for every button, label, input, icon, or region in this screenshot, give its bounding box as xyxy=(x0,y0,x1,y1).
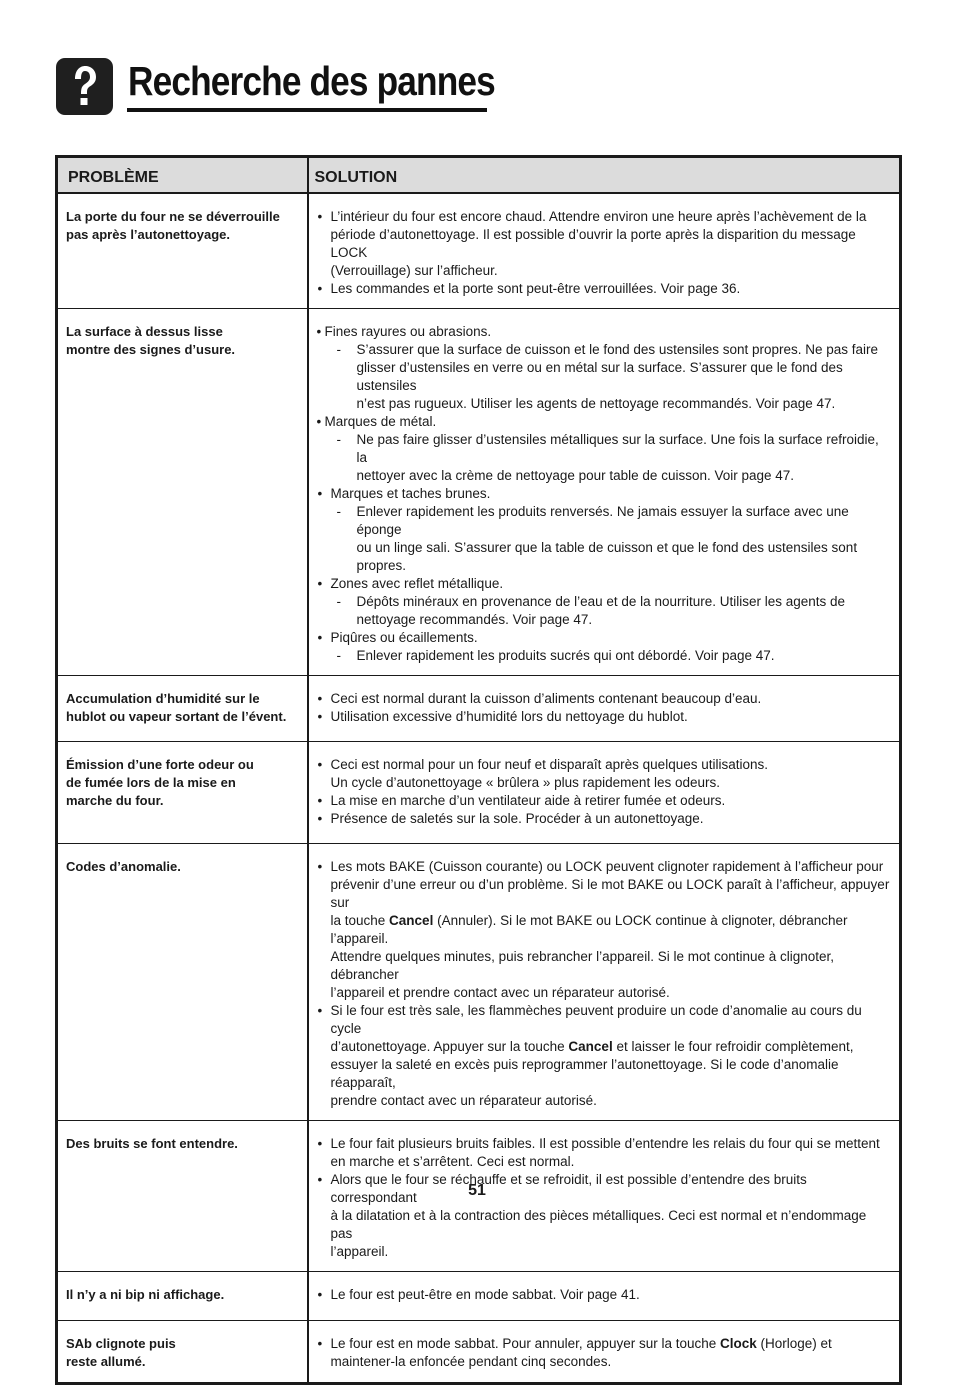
table-row xyxy=(57,193,901,309)
solution-text xyxy=(325,413,892,431)
problem-text: La porte du four ne se déverrouille xyxy=(66,208,280,224)
question-mark-icon xyxy=(56,58,113,115)
solution-text xyxy=(331,690,892,708)
solution-line: Dépôts minéraux en provenance de l’eau et de la nourriture. Utiliser les agents de xyxy=(356,593,846,609)
solution-line-text: et laisser le four refroidir complètement, xyxy=(612,1038,854,1054)
solution-line-text: (Horloge) et xyxy=(756,1335,832,1351)
solution-line: L’intérieur du four est encore chaud. Attendre environ une heure après l’achèvement de la xyxy=(330,208,867,224)
bullet-marker: • xyxy=(317,629,323,645)
problem-cell xyxy=(57,1271,308,1320)
title-underline xyxy=(127,108,487,112)
problem-text: Des bruits se font entendre. xyxy=(66,1135,238,1151)
dash-marker: - xyxy=(336,647,341,663)
bullet-marker: • xyxy=(317,485,323,501)
solution-text xyxy=(331,575,892,593)
problem-column-header: PROBLÈME xyxy=(57,157,308,193)
page-number: 51 xyxy=(468,1182,486,1199)
problem-cell xyxy=(57,193,308,309)
solution-line xyxy=(331,912,892,948)
solution-text xyxy=(331,208,892,280)
bullet-item xyxy=(317,1286,892,1304)
bullet-marker: • xyxy=(316,323,322,339)
solution-text xyxy=(351,503,892,575)
solution-text xyxy=(351,647,892,665)
solution-line: glisser d’ustensiles en verre ou en métal sur la surface. S’assurer que le fond des ustensiles xyxy=(356,359,843,393)
problem-text: Accumulation d’humidité sur le xyxy=(66,690,260,706)
problem-text: La surface à dessus lisse xyxy=(66,323,223,339)
bullet-marker: • xyxy=(317,1171,323,1187)
problem-cell xyxy=(57,308,308,675)
bullet-item xyxy=(317,1002,892,1110)
problem-text: de fumée lors de la mise en xyxy=(66,774,236,790)
solution-text xyxy=(331,792,892,810)
solution-line: prévenir d’une erreur ou d’un problème. Si le mot BAKE ou LOCK paraît à l’afficheur, appuyer sur xyxy=(330,876,890,910)
bullet-item xyxy=(317,413,892,431)
sub-item xyxy=(317,431,892,485)
solution-line xyxy=(331,1335,892,1353)
problem-text: hublot ou vapeur sortant de l’évent. xyxy=(66,708,287,724)
solution-line-text: la touche xyxy=(330,912,390,928)
solution-text xyxy=(351,431,892,485)
dash-marker: - xyxy=(336,431,341,447)
solution-line: Attendre quelques minutes, puis rebrancher l’appareil. Si le mot continue à clignoter, débrancher xyxy=(330,948,835,982)
solution-cell xyxy=(308,193,901,309)
bullet-item xyxy=(317,629,892,647)
solution-line: Zones avec reflet métallique. xyxy=(330,575,504,591)
problem-text: montre des signes d’usure. xyxy=(66,341,236,357)
solution-line-text: d’autonettoyage. Appuyer sur la touche xyxy=(330,1038,569,1054)
solution-line: nettoyer avec la crème de nettoyage pour table de cuisson. Voir page 47. xyxy=(356,467,795,483)
solution-text xyxy=(351,593,892,629)
solution-text xyxy=(351,341,892,413)
table-body xyxy=(57,193,901,1384)
key-name: Cancel xyxy=(389,912,434,928)
problem-text: Il n’y a ni bip ni affichage. xyxy=(66,1286,225,1302)
troubleshooting-table xyxy=(55,155,902,1385)
dash-marker: - xyxy=(336,503,341,519)
solution-text xyxy=(331,858,892,1002)
bullet-item xyxy=(317,810,892,828)
bullet-item xyxy=(317,323,892,341)
bullet-item xyxy=(317,708,892,726)
problem-text: pas après l’autonettoyage. xyxy=(66,226,230,242)
solution-text xyxy=(331,1135,892,1171)
solution-text xyxy=(331,485,892,503)
solution-line: ou un linge sali. S’assurer que la table de cuisson et que le fond des ustensiles sont propres. xyxy=(356,539,858,573)
dash-marker: - xyxy=(336,341,341,357)
solution-text xyxy=(331,1335,892,1371)
problem-text: SAb clignote puis xyxy=(66,1335,176,1351)
solution-text xyxy=(331,756,892,792)
table-row xyxy=(57,1320,901,1383)
bullet-item xyxy=(317,1135,892,1171)
table-header-row xyxy=(57,157,901,193)
solution-cell xyxy=(308,1320,901,1383)
problem-cell xyxy=(57,741,308,843)
solution-line: maintener-la enfoncée pendant cinq secondes. xyxy=(330,1353,612,1369)
sub-item xyxy=(317,503,892,575)
bullet-item xyxy=(317,858,892,1002)
solution-line: l’appareil et prendre contact avec un réparateur autorisé. xyxy=(330,984,670,1000)
solution-line-text: (Annuler). Si le mot BAKE ou LOCK continue à clignoter, débrancher l’appareil. xyxy=(330,912,848,946)
bullet-item xyxy=(317,792,892,810)
solution-line: Marques de métal. xyxy=(324,413,437,429)
solution-cell xyxy=(308,308,901,675)
solution-line: Utilisation excessive d’humidité lors du nettoyage du hublot. xyxy=(330,708,688,724)
solution-line: nettoyage recommandés. Voir page 47. xyxy=(356,611,593,627)
bullet-marker: • xyxy=(317,1335,323,1351)
problem-text: marche du four. xyxy=(66,792,164,808)
solution-text xyxy=(331,708,892,726)
solution-line: Les mots BAKE (Cuisson courante) ou LOCK peuvent clignoter rapidement à l’afficheur pour xyxy=(330,858,884,874)
solution-line: période d’autonettoyage. Il est possible d’ouvrir la porte après la disparition du message LOCK xyxy=(330,226,856,260)
solution-line: en marche et s’arrêtent. Ceci est normal. xyxy=(330,1153,575,1169)
bullet-marker: • xyxy=(316,413,322,429)
table-row xyxy=(57,1271,901,1320)
bullet-item xyxy=(317,575,892,593)
bullet-item xyxy=(317,280,892,298)
table-row xyxy=(57,741,901,843)
problem-text: reste allumé. xyxy=(66,1353,146,1369)
solution-cell xyxy=(308,675,901,741)
sub-item xyxy=(317,647,892,665)
solution-line: essuyer la saleté en excès puis reprogrammer l’autonettoyage. Si le code d’anomalie réapparaît, xyxy=(330,1056,839,1090)
bullet-item xyxy=(317,756,892,792)
bullet-marker: • xyxy=(317,1002,323,1018)
solution-line: Enlever rapidement les produits sucrés qui ont débordé. Voir page 47. xyxy=(356,647,775,663)
page-title: Recherche des pannes xyxy=(128,58,495,104)
bullet-item xyxy=(317,690,892,708)
dash-marker: - xyxy=(336,593,341,609)
solution-text xyxy=(331,1002,892,1110)
solution-line: Fines rayures ou abrasions. xyxy=(324,323,492,339)
solution-line: Présence de saletés sur la sole. Procéder à un autonettoyage. xyxy=(330,810,704,826)
solution-line: Les commandes et la porte sont peut-être verrouillées. Voir page 36. xyxy=(330,280,741,296)
bullet-marker: • xyxy=(317,756,323,772)
solution-line: Si le four est très sale, les flammèches peuvent produire un code d’anomalie au cours du cycle xyxy=(330,1002,862,1036)
bullet-marker: • xyxy=(317,858,323,874)
bullet-item xyxy=(317,208,892,280)
solution-line: Le four est peut-être en mode sabbat. Voir page 41. xyxy=(330,1286,640,1302)
solution-line: Alors que le four se réchauffe et se refroidit, il est possible d’entendre des bruits correspondant xyxy=(330,1171,807,1205)
solution-cell xyxy=(308,741,901,843)
solution-line: Marques et taches brunes. xyxy=(330,485,491,501)
solution-line: prendre contact avec un réparateur autorisé. xyxy=(330,1092,597,1108)
problem-cell xyxy=(57,1320,308,1383)
solution-line: S’assurer que la surface de cuisson et le fond des ustensiles sont propres. Ne pas faire xyxy=(356,341,879,357)
solution-line: Enlever rapidement les produits renversés. Ne jamais essuyer la surface avec une éponge xyxy=(356,503,849,537)
solution-line: Un cycle d’autonettoyage « brûlera » plus rapidement les odeurs. xyxy=(330,774,720,790)
solution-line xyxy=(331,1038,892,1056)
bullet-marker: • xyxy=(317,708,323,724)
solution-line: La mise en marche d’un ventilateur aide à retirer fumée et odeurs. xyxy=(330,792,726,808)
solution-line-text: Le four est en mode sabbat. Pour annuler, appuyer sur la touche xyxy=(330,1335,721,1351)
solution-text xyxy=(331,810,892,828)
solution-text xyxy=(331,629,892,647)
solution-line: Ceci est normal pour un four neuf et disparaît après quelques utilisations. xyxy=(330,756,768,772)
solution-line: n’est pas rugueux. Utiliser les agents de nettoyage recommandés. Voir page 47. xyxy=(356,395,836,411)
bullet-marker: • xyxy=(317,575,323,591)
bullet-marker: • xyxy=(317,810,323,826)
solution-line: Ceci est normal durant la cuisson d’aliments contenant beaucoup d’eau. xyxy=(330,690,762,706)
solution-line: Piqûres ou écaillements. xyxy=(330,629,478,645)
key-name: Clock xyxy=(720,1335,757,1351)
problem-cell xyxy=(57,675,308,741)
sub-item xyxy=(317,593,892,629)
solution-cell xyxy=(308,1271,901,1320)
solution-cell xyxy=(308,843,901,1120)
solution-text xyxy=(331,1286,892,1304)
solution-text xyxy=(325,323,892,341)
table-row xyxy=(57,675,901,741)
solution-line: Le four fait plusieurs bruits faibles. Il est possible d’entendre les relais du four qui se mettent xyxy=(330,1135,880,1151)
bullet-marker: • xyxy=(317,1135,323,1151)
problem-text: Codes d’anomalie. xyxy=(66,858,181,874)
solution-text xyxy=(331,280,892,298)
table-row xyxy=(57,843,901,1120)
bullet-marker: • xyxy=(317,1286,323,1302)
solution-line: l’appareil. xyxy=(330,1243,389,1259)
solution-line: Ne pas faire glisser d’ustensiles métalliques sur la surface. Une fois la surface refroidie, la xyxy=(356,431,879,465)
bullet-item xyxy=(317,485,892,503)
problem-cell xyxy=(57,843,308,1120)
bullet-marker: • xyxy=(317,280,323,296)
key-name: Cancel xyxy=(568,1038,613,1054)
sub-item xyxy=(317,341,892,413)
problem-text: Émission d’une forte odeur ou xyxy=(66,756,254,772)
table-row xyxy=(57,308,901,675)
bullet-marker: • xyxy=(317,208,323,224)
solution-line: à la dilatation et à la contraction des pièces métalliques. Ceci est normal et n’endommage pas xyxy=(330,1207,867,1241)
solution-line: (Verrouillage) sur l’afficheur. xyxy=(330,262,498,278)
bullet-marker: • xyxy=(317,792,323,808)
bullet-marker: • xyxy=(317,690,323,706)
solution-column-header: SOLUTION xyxy=(308,157,901,193)
bullet-item xyxy=(317,1335,892,1371)
